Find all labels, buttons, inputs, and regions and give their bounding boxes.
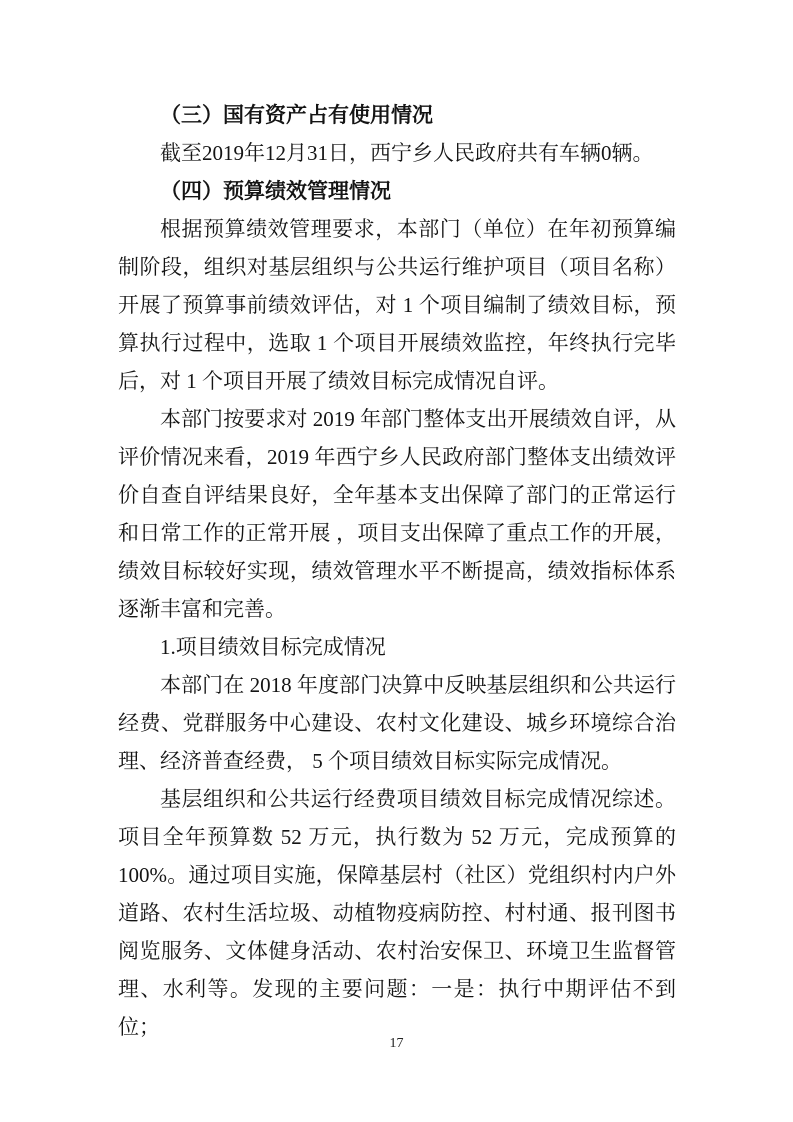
paragraph-project-overview: 本部门在 2018 年度部门决算中反映基层组织和公共运行经费、党群服务中心建设、农村文化建设、城乡环境综合治理、经济普查经费， 5 个项目绩效目标实际完成情况。 [118,673,676,773]
paragraph-vehicle-count: 截至2019年12月31日，西宁乡人民政府共有车辆0辆。 [160,141,654,165]
section-heading-state-assets: （三）国有资产占有使用情况 [160,103,433,127]
paragraph-grassroots-funding: 基层组织和公共运行经费项目绩效目标完成情况综述。项目全年预算数 52 万元，执行数为 52 万元，完成预算的 100%。通过项目实施，保障基层村（社区）党组织村内户外道路、农村生活垃圾、动植物疫病防控、村村通、报刊图书阅览服务、文体健身活动、农村治安保卫、环境卫生监督管理、水利等。发现的主要问题：一是：执行中期评估不到位； [118,787,676,1039]
paragraph-performance-management: 根据预算绩效管理要求，本部门（单位）在年初预算编制阶段，组织对基层组织与公共运行维护项目（项目名称）开展了预算事前绩效评估，对 1 个项目编制了绩效目标，预算执行过程中，选取 1 个项目开展绩效监控，年终执行完毕后，对 1 个项目开展了绩效目标完成情况自评。 [118,217,676,393]
paragraph-self-evaluation: 本部门按要求对 2019 年部门整体支出开展绩效自评，从评价情况来看，2019 年西宁乡人民政府部门整体支出绩效评价自查自评结果良好，全年基本支出保障了部门的正常运行和日常工作的正常开展 ，项目支出保障了重点工作的开展，绩效目标较好实现，绩效管理水平不断提高，绩效指标体系逐渐丰富和完善。 [118,407,676,621]
section-heading-budget-performance: （四）预算绩效管理情况 [160,179,391,203]
document-body [118,96,676,1046]
subsection-heading-project-goals: 1.项目绩效目标完成情况 [160,635,386,659]
page-number: 17 [389,1036,404,1051]
